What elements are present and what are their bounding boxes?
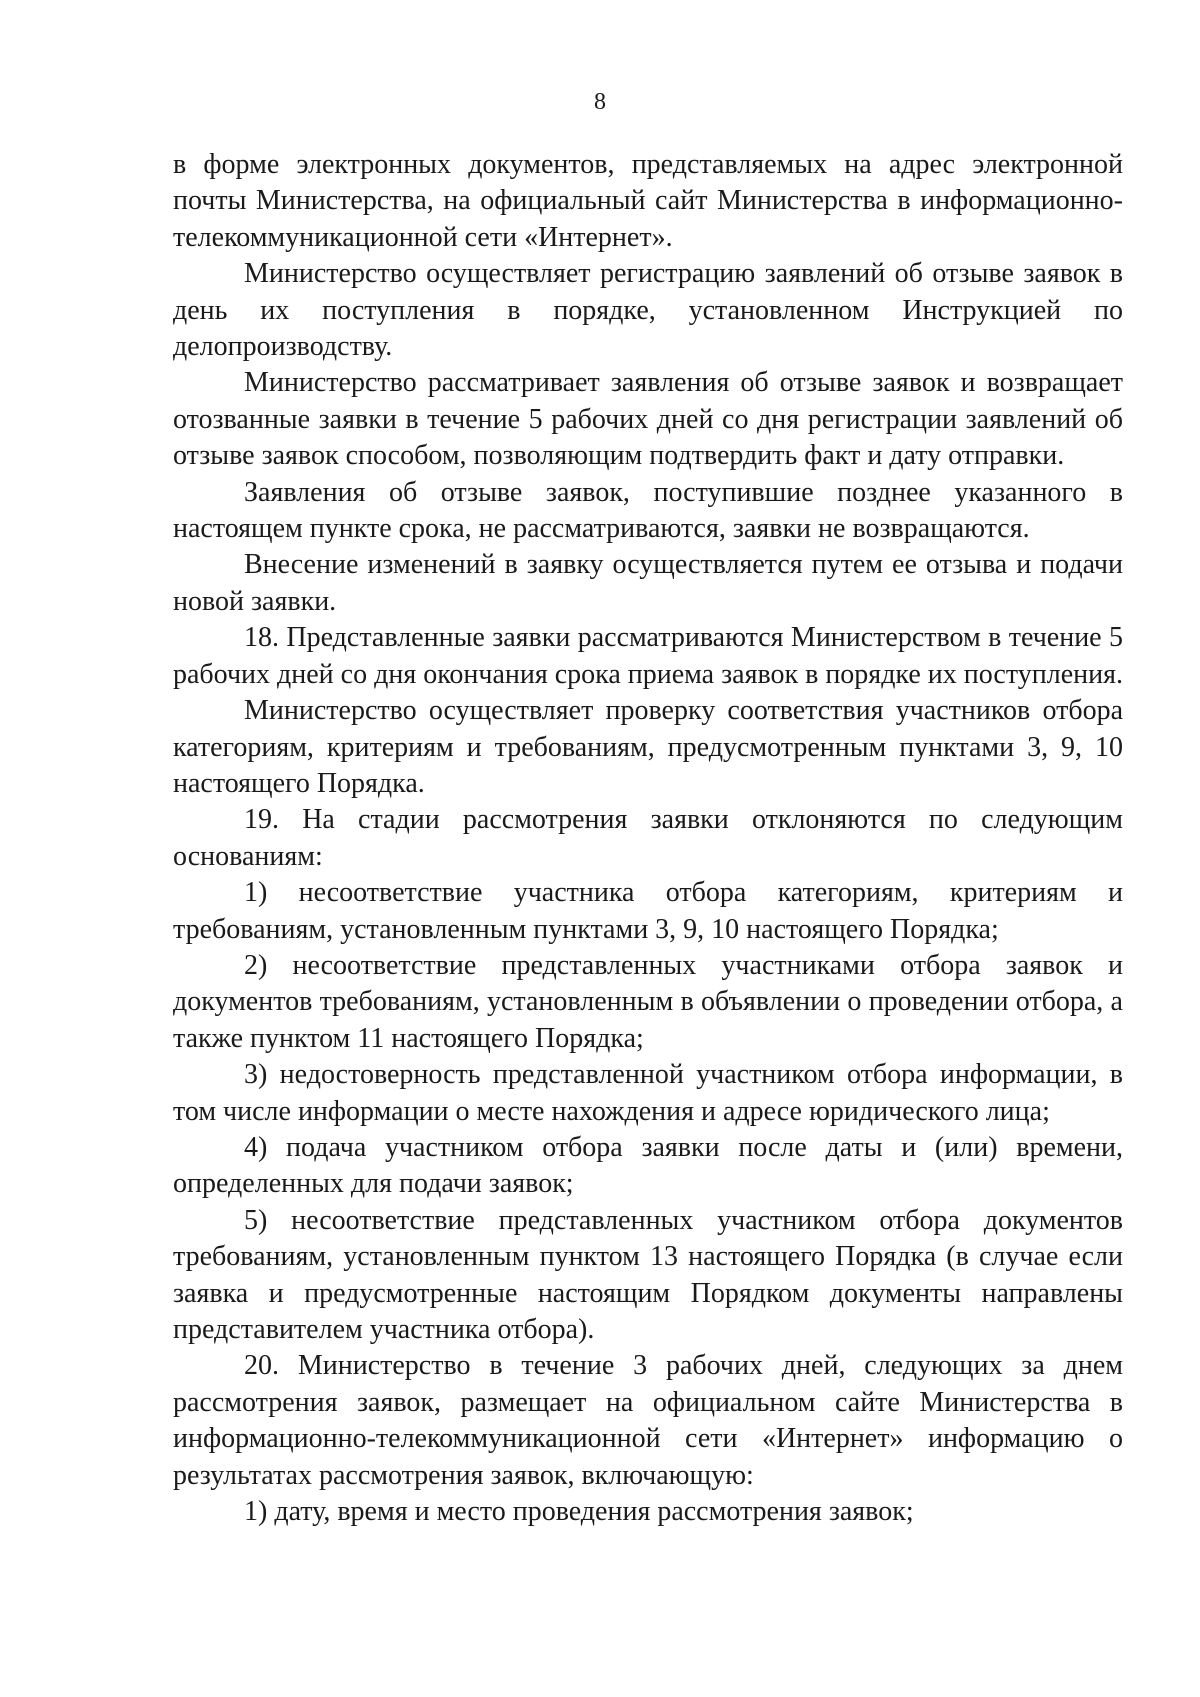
list-item-19-3: 3) недостоверность представленной участником отбора информации, в том числе информации о месте нахождения и адресе юридического лица; [173, 1059, 1123, 1127]
list-item-19-1: 1) несоответствие участника отбора категориям, критериям и требованиям, установленным пунктами 3, 9, 10 настоящего Порядка; [173, 877, 1123, 945]
list-item-19-2: 2) несоответствие представленных участниками отбора заявок и документов требованиям, установленным в объявлении о проведении отбора, а также пунктом 11 настоящего Порядка; [173, 949, 1123, 1054]
page-number: 8 [594, 89, 606, 115]
document-body [173, 147, 1123, 1530]
paragraph-item-18: 18. Представленные заявки рассматриваются Министерством в течение 5 рабочих дней со дня окончания срока приема заявок в порядке их поступления. [173, 622, 1123, 690]
paragraph-amendments: Внесение изменений в заявку осуществляется путем ее отзыва и подачи новой заявки. [173, 549, 1123, 617]
paragraph-item-19: 19. На стадии рассмотрения заявки отклоняются по следующим основаниям: [173, 804, 1123, 872]
paragraph-late-withdrawals: Заявления об отзыве заявок, поступившие позднее указанного в настоящем пункте срока, не рассматриваются, заявки не возвращаются. [173, 476, 1123, 545]
list-item-19-4: 4) подача участником отбора заявки после даты и (или) времени, определенных для подачи заявок; [173, 1131, 1123, 1200]
list-item-19-5: 5) несоответствие представленных участником отбора документов требованиям, установленным пунктом 13 настоящего Порядка (в случае если заявка и предусмотренные настоящим Порядком документы направлены представителем участника отбора). [173, 1204, 1123, 1345]
paragraph-item-20: 20. Министерство в течение 3 рабочих дней, следующих за днем рассмотрения заявок, размещает на официальном сайте Министерства в информационно-телекоммуникационной сети «Интернет» информацию о результатах рассмотрения заявок, включающую: [173, 1350, 1123, 1491]
paragraph-continuation: в форме электронных документов, представляемых на адрес электронной почты Министерства, на официальный сайт Министерства в информационно-телекоммуникационной сети «Интернет». [173, 149, 1123, 253]
paragraph-registration: Министерство осуществляет регистрацию заявлений об отзыве заявок в день их поступления в порядке, установленном Инструкцией по делопроизводству. [173, 258, 1123, 363]
paragraph-return-of-applications: Министерство рассматривает заявления об отзыве заявок и возвращает отозванные заявки в течение 5 рабочих дней со дня регистрации заявлений об отзыве заявок способом, позволяющим подтвердить факт и дату отправки. [173, 367, 1123, 472]
paragraph-compliance-check: Министерство осуществляет проверку соответствия участников отбора категориям, критериям и требованиям, предусмотренным пунктами 3, 9, 10 настоящего Порядка. [173, 695, 1123, 799]
list-item-20-1: 1) дату, время и место проведения рассмотрения заявок; [244, 1496, 914, 1528]
